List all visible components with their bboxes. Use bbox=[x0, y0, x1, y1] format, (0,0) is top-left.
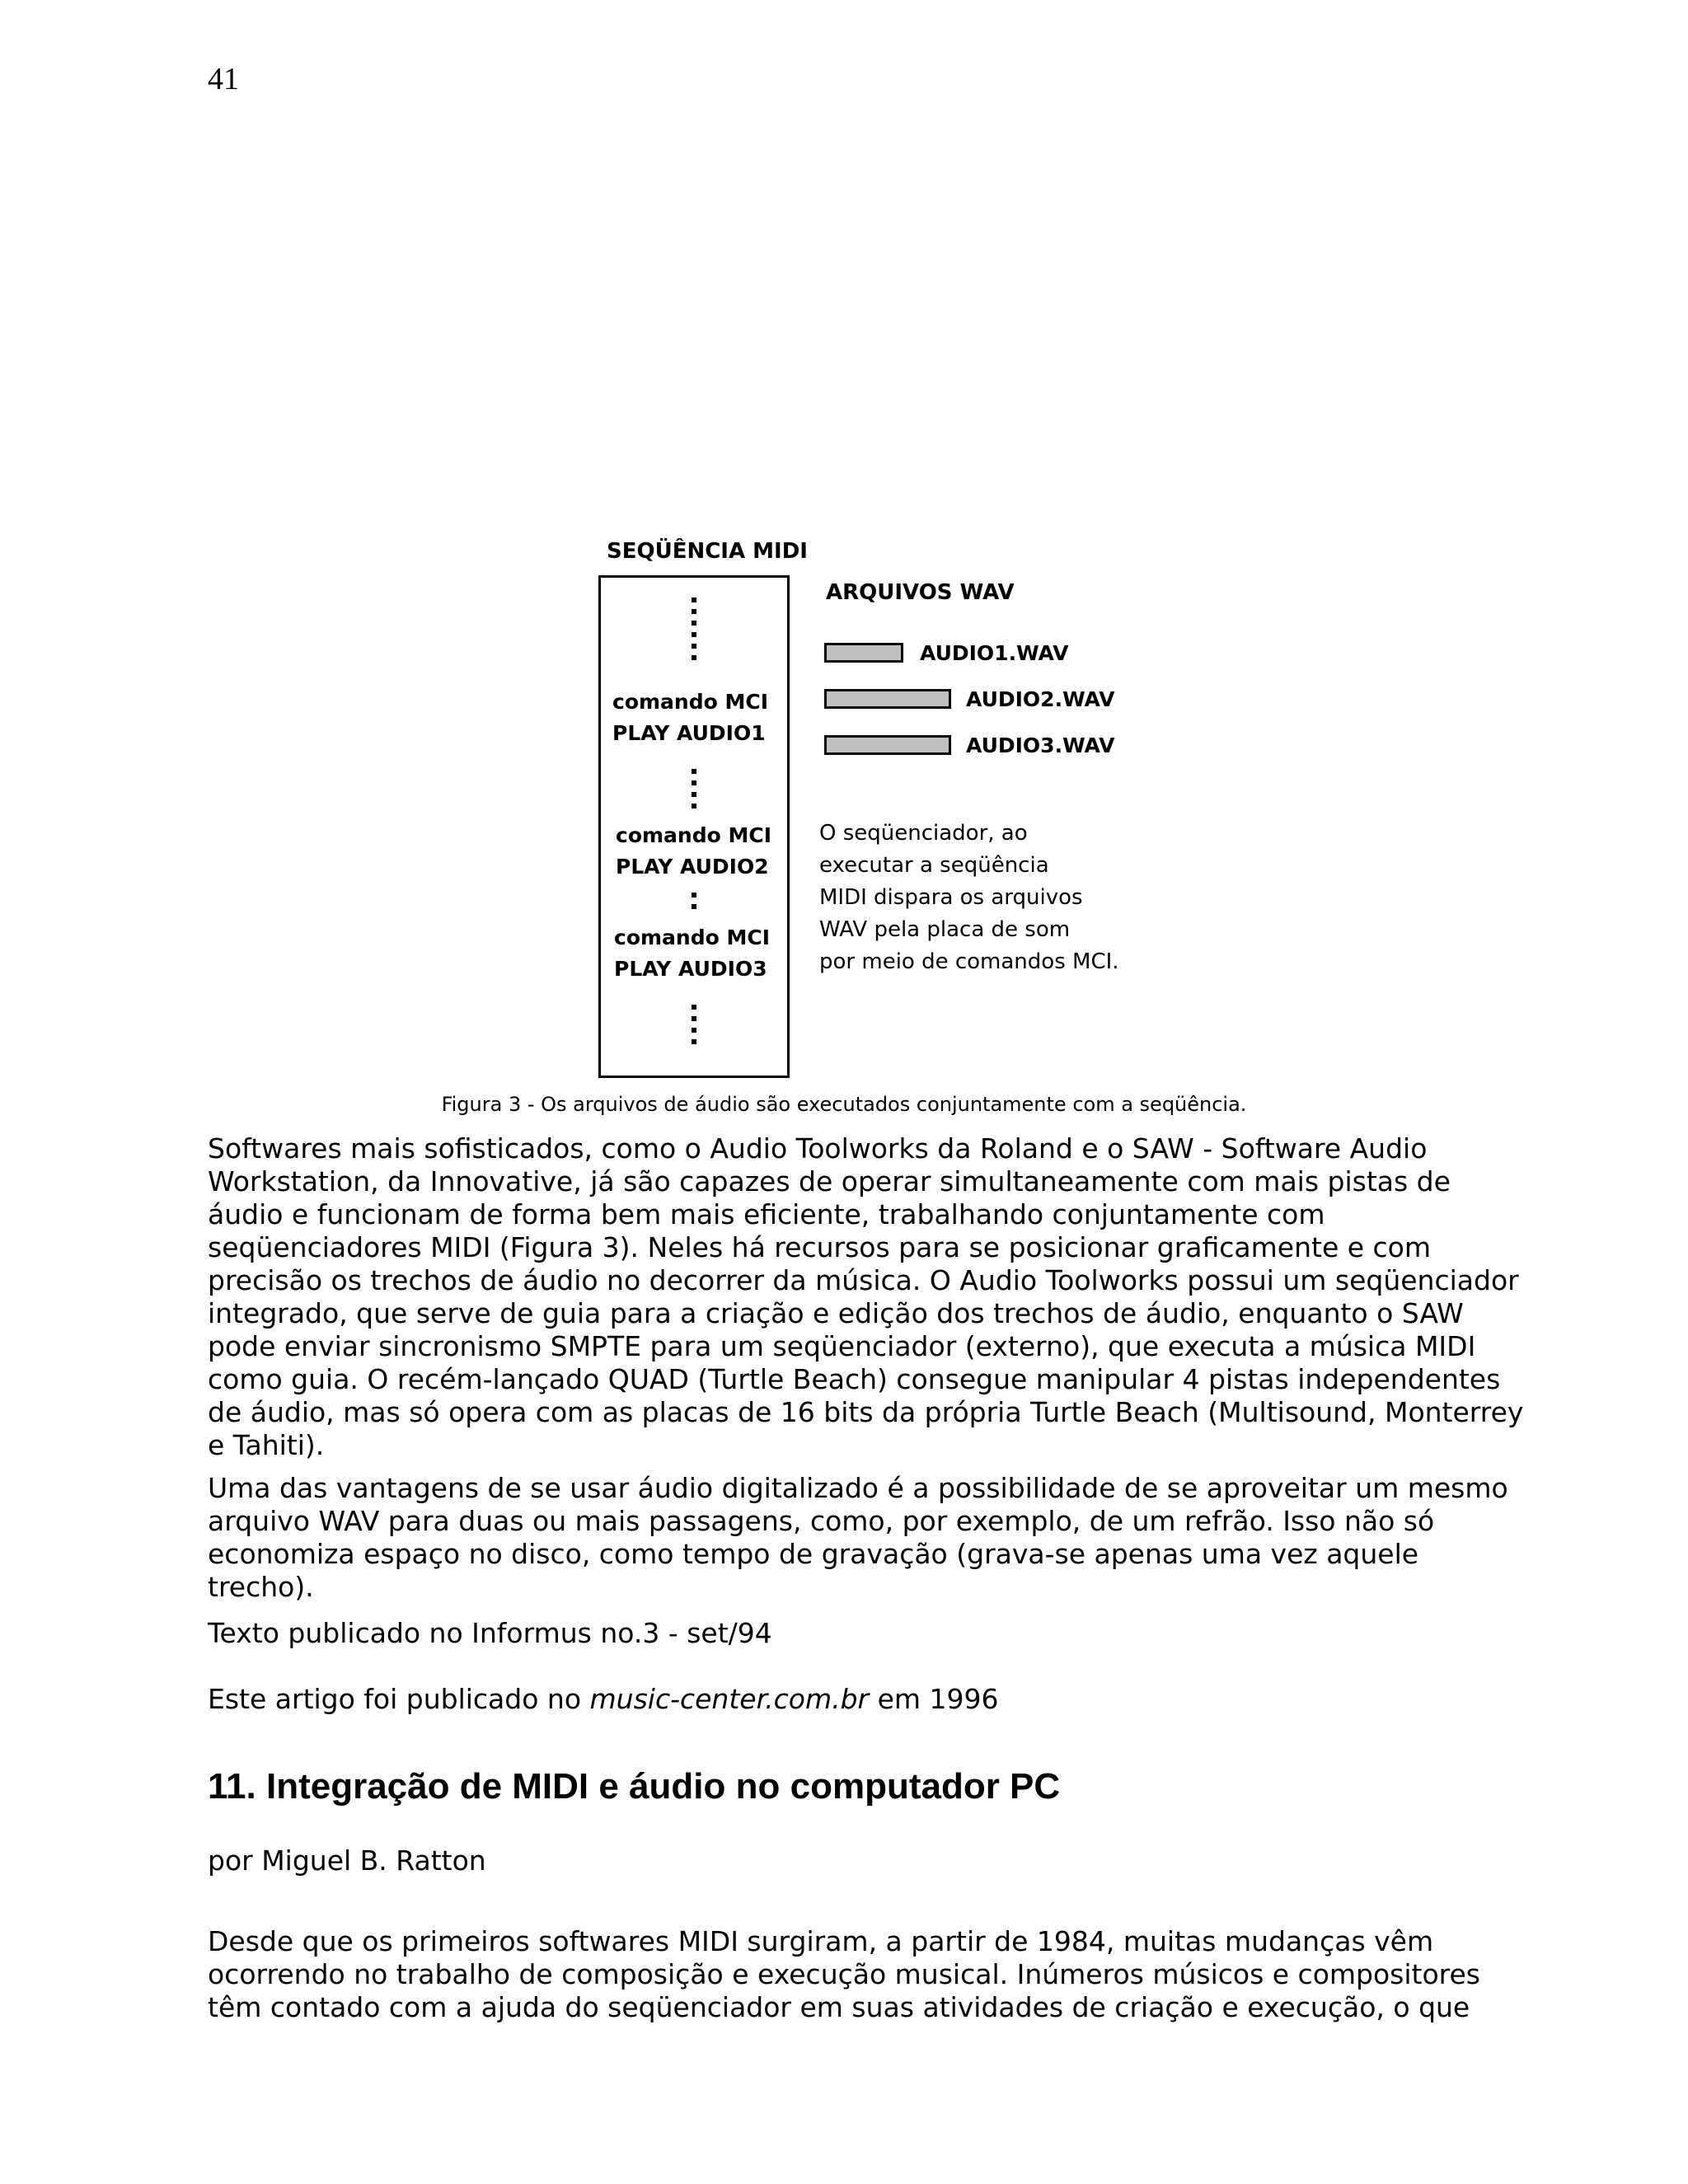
ellipsis-dots-icon bbox=[692, 893, 696, 916]
command-block-2 bbox=[616, 820, 771, 883]
source-note: Texto publicado no Informus no.3 - set/94 bbox=[208, 1617, 772, 1649]
paragraph: Uma das vantagens de se usar áudio digitalizado é a possibilidade de se aproveitar um mesmo arquivo WAV para duas ou mais passagens, como, por exemplo, de um refrão. Isso não só economiza espaço no disco, como tempo de gravação (grava-se apenas uma vez aquele trecho). bbox=[208, 1472, 1508, 1603]
wav-bar-audio1 bbox=[824, 643, 903, 663]
wav-label-audio2: AUDIO2.WAV bbox=[966, 687, 1115, 711]
page-number: 41 bbox=[208, 62, 239, 96]
midi-sequence-title: SEQÜÊNCIA MIDI bbox=[607, 539, 808, 564]
intro-paragraph: Desde que os primeiros softwares MIDI surgiram, a partir de 1984, muitas mudanças vêm ocorrendo no trabalho de composição e execução musical. Inúmeros músicos e compositores têm contado com a ajuda do seqüenciador em suas atividades de criação e execução, o que bbox=[208, 1925, 1480, 2023]
wav-label-audio3: AUDIO3.WAV bbox=[966, 733, 1115, 757]
command-line: PLAY AUDIO3 bbox=[614, 957, 767, 981]
ellipsis-dots-icon bbox=[692, 598, 696, 667]
section-heading: 11. Integração de MIDI e áudio no computador PC bbox=[208, 1766, 1061, 1807]
command-line: PLAY AUDIO2 bbox=[616, 855, 769, 879]
publication-prefix: Este artigo foi publicado no bbox=[208, 1683, 582, 1715]
author-byline: por Miguel B. Ratton bbox=[208, 1844, 486, 1877]
ellipsis-dots-icon bbox=[692, 769, 696, 815]
publication-suffix: em 1996 bbox=[877, 1683, 999, 1715]
figure-caption: Figura 3 - Os arquivos de áudio são executados conjuntamente com a seqüência. bbox=[441, 1093, 1247, 1116]
figure-description: O seqüenciador, ao executar a seqüência MIDI dispara os arquivos WAV pela placa de som por meio de comandos MCI. bbox=[819, 821, 1119, 974]
wav-files-title: ARQUIVOS WAV bbox=[826, 580, 1015, 605]
figure-3-diagram bbox=[593, 536, 1170, 1088]
paragraph: Softwares mais sofisticados, como o Audio Toolworks da Roland e o SAW - Software Audio Workstation, da Innovative, já são capazes de operar simultaneamente com mais pistas de áudio e funcionam de forma bem mais eficiente, trabalhando conjuntamente com seqüenciadores MIDI (Figura 3). Neles há recursos para se posicionar graficamente e com precisão os trechos de áudio no decorrer da música. O Audio Toolworks possui um seqüenciador integrado, que serve de guia para a criação e edição dos trechos de áudio, enquanto o SAW pode enviar sincronismo SMPTE para um seqüenciador (externo), que executa a música MIDI como guia. O recém-lançado QUAD (Turtle Beach) consegue manipular 4 pistas independentes de áudio, mas só opera com as placas de 16 bits da própria Turtle Beach (Multisound, Monterrey e Tahiti). bbox=[208, 1132, 1524, 1461]
wav-bar-audio2 bbox=[824, 689, 951, 709]
command-block-1 bbox=[612, 687, 768, 749]
command-line: comando MCI bbox=[616, 823, 772, 847]
wav-label-audio1: AUDIO1.WAV bbox=[920, 641, 1069, 665]
publication-site: music-center.com.br bbox=[589, 1683, 870, 1715]
command-line: PLAY AUDIO1 bbox=[612, 721, 766, 745]
publication-note bbox=[208, 1683, 1526, 1716]
wav-bar-audio3 bbox=[824, 735, 951, 755]
command-block-3 bbox=[614, 922, 770, 985]
command-line: comando MCI bbox=[614, 926, 771, 949]
midi-sequence-box bbox=[598, 575, 790, 1078]
command-line: comando MCI bbox=[612, 690, 769, 714]
ellipsis-dots-icon bbox=[692, 1005, 696, 1051]
